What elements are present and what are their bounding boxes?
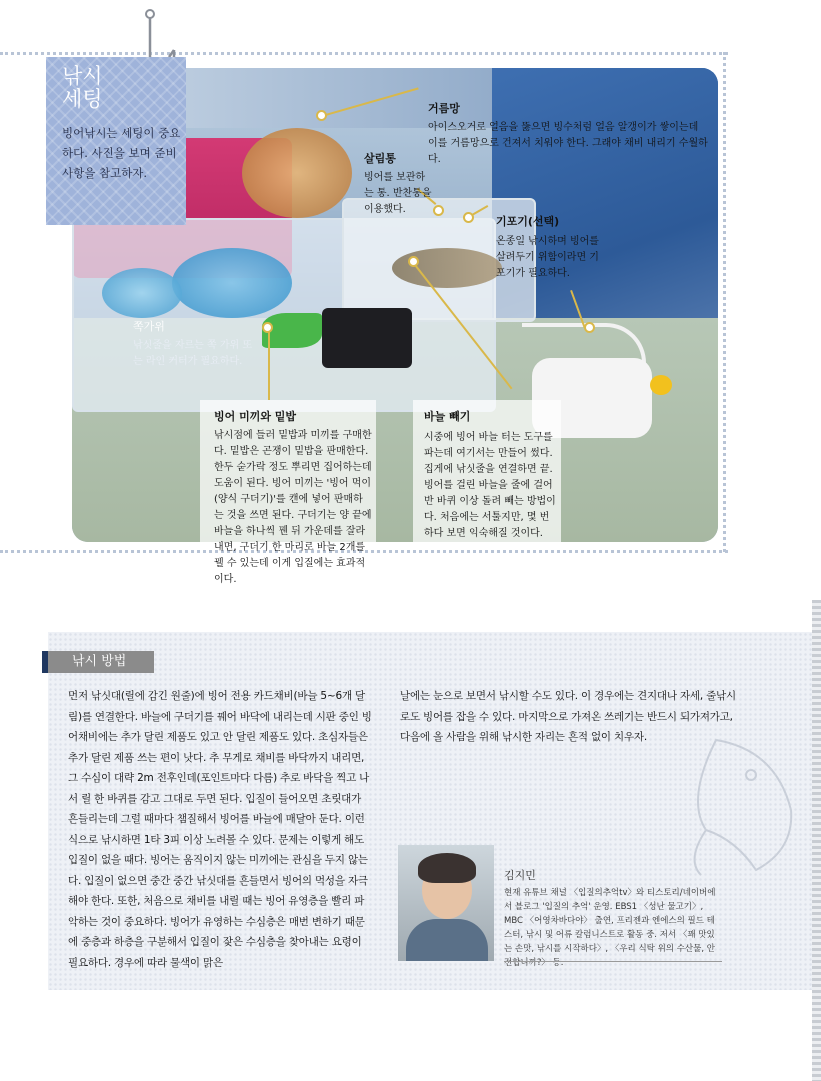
photo-blue-plate bbox=[172, 248, 292, 318]
callout-bait-text: 낚시점에 들러 밑밥과 미끼를 구매한다. 밑밥은 곤쟁이 밑밥을 판매한다. 한두 숟가락 정도 뿌리면 집어하는데 도움이 된다. 빙어 미끼는 '빙어 먹이(양식 구더기)'를 캔에 넣어 판매하는 것을 쓰면 된다. 구더기는 양 끝에 바늘을 하나씩 꿴 뒤 가운데를 잘라내면, 구더기 한 마리로 바늘 2개를 꿸 수 있는데 이게 입질에는 효과적이다. bbox=[214, 430, 372, 585]
callout-pump-text: 온종일 낚시하며 빙어를 살려두기 위함이라면 기포기가 필요하다. bbox=[496, 236, 599, 279]
photo-pump-knob bbox=[650, 375, 672, 395]
setting-title: 낚시 세팅 bbox=[62, 64, 103, 111]
pointer-dot-bait bbox=[262, 322, 273, 333]
pointer-dot-remover bbox=[408, 256, 419, 267]
callout-remover-label: 바늘 빼기 bbox=[424, 410, 471, 423]
photo-blue-plate-small bbox=[102, 268, 182, 318]
setting-title-box bbox=[46, 57, 186, 225]
callout-scissors-text: 낚싯줄을 자르는 쪽 가위 또는 라인 커터가 필요하다. bbox=[133, 340, 252, 367]
setting-description: 빙어낚시는 세팅이 중요하다. 사진을 보며 준비사항을 참고하자. bbox=[62, 126, 181, 180]
section-heading: 낚시 방법 bbox=[72, 654, 127, 669]
callout-pump-label: 기포기(선택) bbox=[496, 215, 560, 228]
pointer-bait bbox=[268, 330, 270, 400]
callout-keepnet-label: 살림통 bbox=[364, 152, 396, 165]
author-bio: 현재 유튜브 채널 〈입질의추억tv〉와 티스토리/네이버에서 블로그 '입질의 추억' 운영. EBS1 〈성난 물고기〉, MBC 〈어영차바다야〉 출연, 프리젠과 엔에스의 필드 테스터, 낚시 및 어류 칼럼니스트로 활동 중. 저서 〈꽤 맛있는 손맛, 낚시를 시작하다〉, 〈우리 식탁 위의 수산물, 안전합니까?〉 등. bbox=[504, 888, 716, 968]
callout-net-label: 거름망 bbox=[428, 102, 460, 115]
method-column-2: 날에는 눈으로 보면서 낚시할 수도 있다. 이 경우에는 견지대나 자세, 줄낚시로도 빙어를 잡을 수 있다. 마지막으로 가져온 쓰레기는 반드시 되가져가고, 다음에 올 사람을 위해 낚시한 자리는 흔적 없이 치우자. bbox=[400, 690, 736, 743]
pointer-dot-keepnet bbox=[433, 205, 444, 216]
author-photo bbox=[398, 845, 494, 961]
author-photo-body bbox=[406, 919, 488, 961]
photo-charger bbox=[322, 308, 412, 368]
callout-scissors-label: 쪽가위 bbox=[133, 320, 165, 333]
author-name: 김지민 bbox=[504, 869, 536, 882]
author-divider bbox=[504, 961, 722, 962]
author-photo-hair bbox=[418, 853, 476, 883]
page-edge bbox=[812, 600, 821, 1081]
section-tab-mark bbox=[42, 651, 48, 673]
callout-bait-label: 빙어 미끼와 밑밥 bbox=[214, 410, 297, 423]
pointer-dot-pump-top bbox=[463, 212, 474, 223]
dotted-border-right bbox=[723, 52, 726, 552]
method-column-1: 먼저 낚싯대(릴에 감긴 원줄)에 빙어 전용 카드채비(바늘 5~6개 달림)를 연결한다. 바늘에 구더기를 꿰어 바닥에 내리는데 시판 중인 빙어채비에는 추가 달린 제품도 있고 안 달린 제품도 있다. 초심자들은 추가 달린 제품 쓰는 편이 낫다. 추 무게로 채비를 바닥까지 내리면, 그 수심이 대략 2m 전후인데(포인트마다 다름) 추로 바닥을 찍고 나서 릴 한 바퀴를 감고 그대로 두면 된다. 입질이 들어오면 초릿대가 흔들리는데 그럴 때마다 챔질해서 빙어를 바늘에 매달아 둔다. 이런 식으로 낚시하면 1타 3피 이상 노려볼 수 있다. 문제는 이렇게 해도 입질이 없을 때다. 빙어는 움직이지 않는 미끼에는 관심을 두지 않는다. 입질이 없으면 중간 중간 낚싯대를 흔들면서 빙어의 먹성을 자극해야 한다. 또한, 처음으로 채비를 내릴 때는 빙어 유영층을 빨리 파악하는 것이 중요하다. 빙어가 유영하는 수심층은 매번 변하기 때문에 중층과 하층을 구분해서 입질이 잦은 수심층을 찾아내는 요령이 필요하다. 경우에 따라 물색이 맑은 bbox=[68, 690, 372, 969]
dotted-border-top bbox=[0, 52, 728, 55]
callout-remover-text: 시중에 빙어 바늘 터는 도구를 파는데 여기서는 만들어 썼다. 집게에 낚싯줄을 연결하면 끝. 빙어를 걸린 바늘을 줄에 걸어 반 바퀴 이상 돌려 빼는 방법이다. 처음에는 서툴지만, 몇 번 하다 보면 익숙해질 것이다. bbox=[424, 432, 556, 539]
photo-strainer bbox=[242, 128, 352, 218]
photo-smelt bbox=[392, 248, 502, 288]
callout-keepnet-text: 빙어를 보관하는 통. 반찬통을 이용했다. bbox=[364, 172, 432, 215]
callout-net-text: 아이스오거로 얼음을 뚫으면 빙수처럼 얼음 알갱이가 쌓이는데 이를 거름망으로 건져서 치워야 한다. 그래야 채비 내리기 수월하다. bbox=[428, 122, 708, 165]
pointer-dot-pump bbox=[584, 322, 595, 333]
pointer-dot-net bbox=[316, 110, 327, 121]
